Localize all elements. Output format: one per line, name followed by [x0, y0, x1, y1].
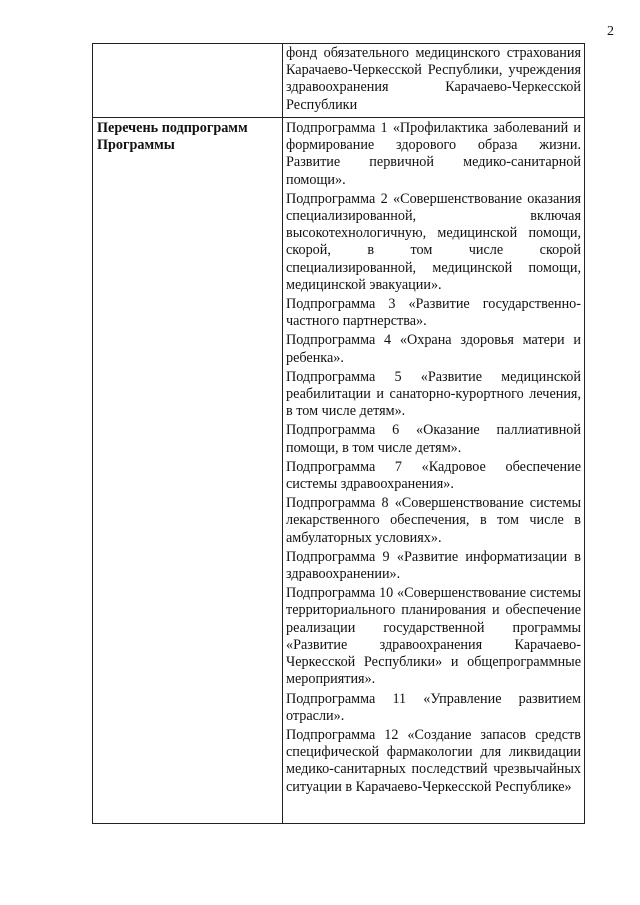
- subprogram-item: Подпрограмма 2 «Совершенствование оказания специализированной, включая высокотехнологичную, медицинской помощи, скорой, в том числе скорой специализированной, медицинской помощи, медицинской эвакуации».: [286, 190, 581, 293]
- subprogram-item: Подпрограмма 8 «Совершенствование системы лекарственного обеспечения, в том числе в амбулаторных условиях».: [286, 495, 581, 546]
- subprogram-item: Подпрограмма 3 «Развитие государственно-частного партнерства».: [286, 296, 581, 330]
- subprogram-item: Подпрограмма 5 «Развитие медицинской реабилитации и санаторно-курортного лечения, в том числе детям».: [286, 368, 581, 420]
- subprogram-item: Подпрограмма 4 «Охрана здоровья матери и ребенка».: [286, 332, 581, 366]
- subprogram-item: Подпрограмма 1 «Профилактика заболеваний и формирование здорового образа жизни. Развитие первичной медико-санитарной помощи».: [286, 120, 581, 188]
- page-number: 2: [607, 24, 614, 39]
- subprogram-item: Подпрограмма 6 «Оказание паллиативной помощи, в том числе детям».: [286, 422, 581, 456]
- row-divider: [93, 117, 584, 118]
- program-passport-table: [92, 43, 585, 824]
- subprogram-item: Подпрограмма 9 «Развитие информатизации в здравоохранении».: [286, 548, 581, 583]
- subprogram-item: Подпрограмма 10 «Совершенствование системы территориального планирования и обеспечение реализации государственной программы «Развитие здравоохранения Карачаево-Черкесской Республики» и общепрограммные мероприятия».: [286, 585, 581, 688]
- executors-cell: фонд обязательного медицинского страхования Карачаево-Черкесской Республики, учреждения здравоохранения Карачаево-Черкесской Республики: [286, 45, 581, 113]
- subprogram-item: Подпрограмма 12 «Создание запасов средств специфической фармакологии для ликвидации медико-санитарных последствий чрезвычайных ситуации в Карачаево-Черкесской Республике»: [286, 726, 581, 795]
- subprograms-list: [286, 120, 581, 798]
- subprogram-item: Подпрограмма 11 «Управление развитием отрасли».: [286, 690, 581, 724]
- subprograms-heading: Перечень подпрограмм Программы: [97, 120, 248, 154]
- column-divider: [282, 44, 283, 823]
- subprogram-item: Подпрограмма 7 «Кадровое обеспечение системы здравоохранения».: [286, 458, 581, 493]
